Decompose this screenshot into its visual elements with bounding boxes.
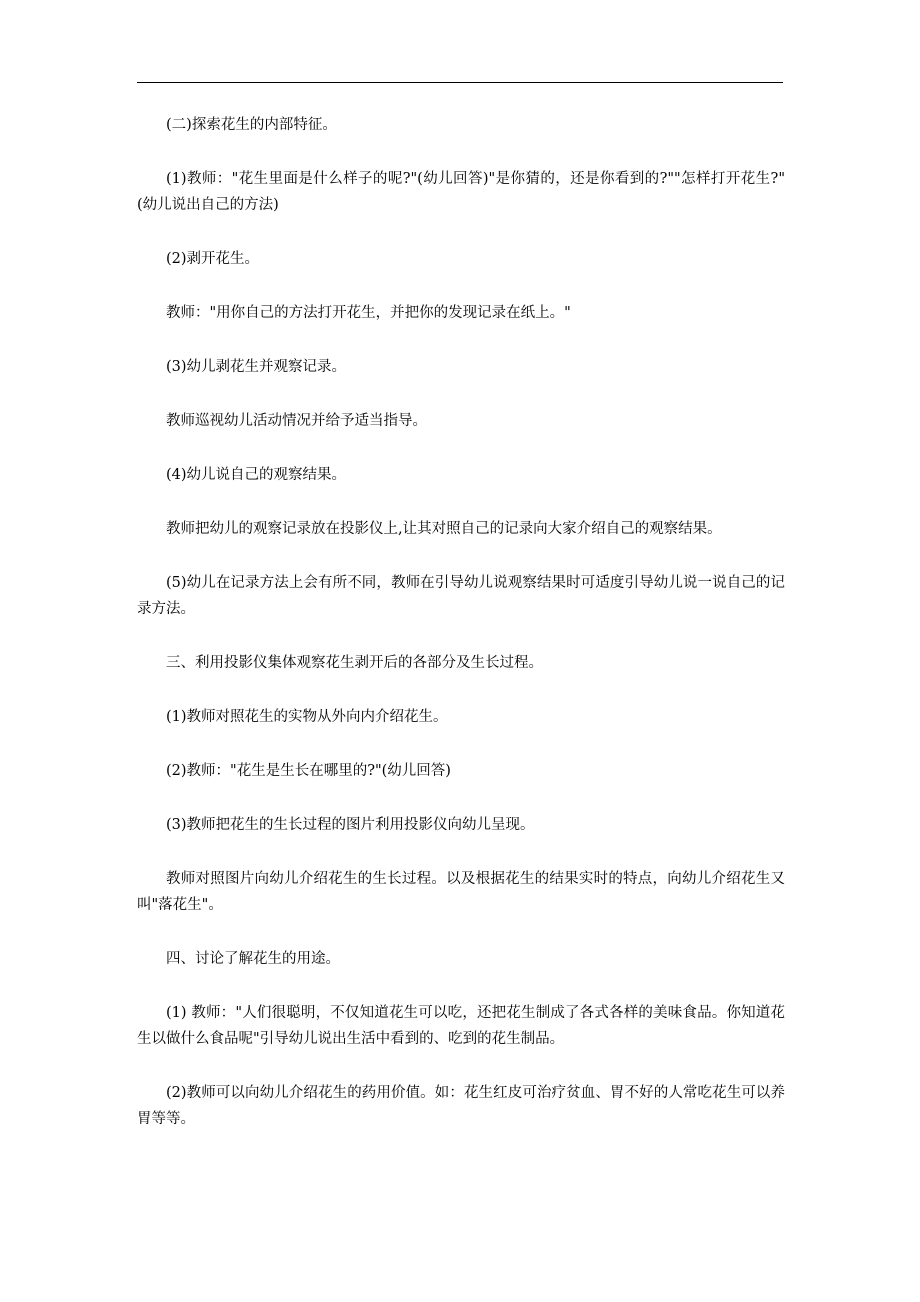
document-body (137, 112, 785, 1160)
paragraph-section-four-heading: 四、讨论了解花生的用途。 (166, 951, 340, 967)
paragraph-section-four-step-1: (1) 教师："人们很聪明，不仅知道花生可以吃，还把花生制成了各式各样的美味食品。你知道花生以做什么食品呢"引导幼儿说出生活中看到的、吃到的花生制品。 (137, 1005, 785, 1047)
paragraph-step-1-question: (1)教师："花生里面是什么样子的呢?"(幼儿回答)"是你猜的，还是你看到的?""怎样打开花生?"(幼儿说出自己的方法) (137, 171, 785, 213)
paragraph-section-three-step-2: (2)教师："花生是生长在哪里的?"(幼儿回答) (166, 763, 451, 779)
paragraph-growth-process: 教师对照图片向幼儿介绍花生的生长过程。以及根据花生的结果实时的特点，向幼儿介绍花生又叫"落花生"。 (137, 871, 785, 913)
paragraph-step-2-peel: (2)剥开花生。 (166, 251, 260, 267)
header-rule (137, 82, 783, 83)
paragraph-teacher-instruction: 教师："用你自己的方法打开花生，并把你的发现记录在纸上。" (166, 305, 571, 321)
paragraph-step-4-results: (4)幼儿说自己的观察结果。 (166, 467, 347, 483)
paragraph-teacher-guidance: 教师巡视幼儿活动情况并给予适当指导。 (166, 413, 427, 429)
paragraph-projector-records: 教师把幼儿的观察记录放在投影仪上,让其对照自己的记录向大家介绍自己的观察结果。 (166, 521, 722, 537)
paragraph-section-three-step-3: (3)教师把花生的生长过程的图片利用投影仪向幼儿呈现。 (166, 817, 535, 833)
paragraph-section-three-step-1: (1)教师对照花生的实物从外向内介绍花生。 (166, 709, 448, 725)
paragraph-section-two-heading: (二)探索花生的内部特征。 (166, 117, 337, 133)
paragraph-step-5-methods: (5)幼儿在记录方法上会有所不同，教师在引导幼儿说观察结果时可适度引导幼儿说一说自己的记录方法。 (137, 575, 785, 617)
paragraph-section-four-step-2: (2)教师可以向幼儿介绍花生的药用价值。如：花生红皮可治疗贫血、胃不好的人常吃花生可以养胃等等。 (137, 1085, 785, 1127)
paragraph-step-3-record: (3)幼儿剥花生并观察记录。 (166, 359, 347, 375)
paragraph-section-three-heading: 三、利用投影仪集体观察花生剥开后的各部分及生长过程。 (166, 655, 543, 671)
